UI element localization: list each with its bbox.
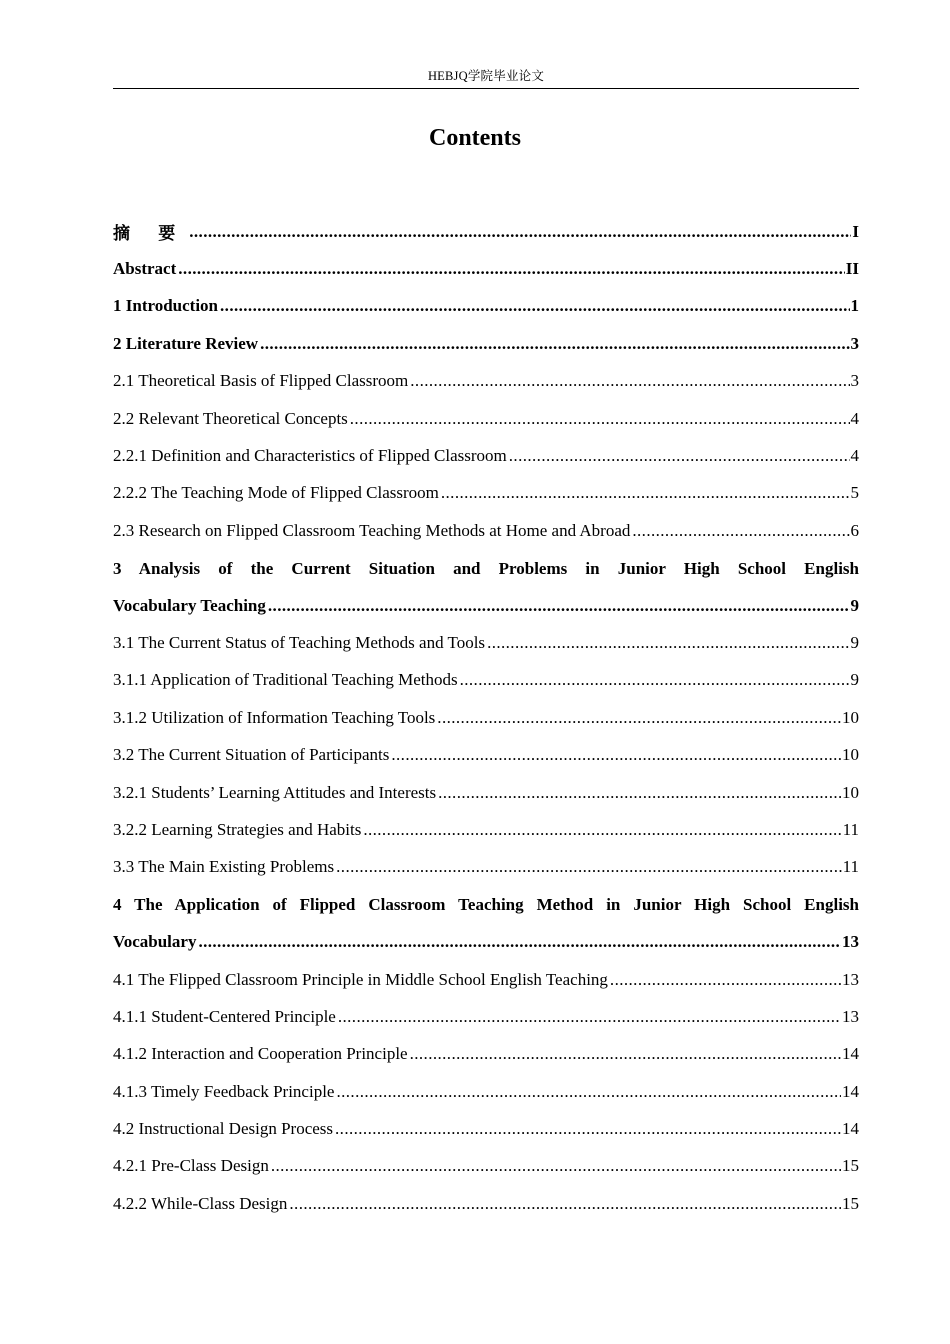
- toc-entry[interactable]: [113, 811, 859, 848]
- toc-entry-label: 3.1 The Current Status of Teaching Methods and Tools: [113, 632, 486, 652]
- toc-leader-dots: [437, 708, 841, 728]
- toc-entry-label: 4.1.2 Interaction and Cooperation Principle: [113, 1044, 408, 1064]
- toc-leader-dots: [336, 1082, 841, 1102]
- toc-entry[interactable]: [113, 1110, 859, 1147]
- running-header-title: HEBJQ学院毕业论文: [427, 69, 545, 83]
- toc-leader-dots: [441, 483, 850, 503]
- toc-entry[interactable]: [113, 1148, 859, 1185]
- toc-page-number: 14: [842, 1119, 859, 1139]
- toc-entry[interactable]: [113, 475, 859, 512]
- toc-page-number: 13: [842, 932, 859, 952]
- toc-entry-label: 2.2.2 The Teaching Mode of Flipped Classroom: [113, 483, 439, 503]
- toc-entry[interactable]: [113, 624, 859, 661]
- toc-entry-label: 摘 要: [113, 224, 188, 244]
- toc-page-number: 11: [842, 857, 859, 877]
- toc-page-number: 10: [842, 745, 859, 765]
- toc-entry[interactable]: [113, 1185, 859, 1222]
- toc-entry[interactable]: [113, 886, 859, 923]
- toc-entry[interactable]: [113, 363, 859, 400]
- toc-page-number: 9: [850, 670, 859, 690]
- toc-entry[interactable]: [113, 437, 859, 474]
- toc-leader-dots: [336, 857, 841, 877]
- toc-leader-dots: [271, 1156, 841, 1176]
- page-title: Contents: [428, 125, 521, 151]
- table-of-contents: [113, 213, 859, 1223]
- toc-entry-label: 4.2 Instructional Design Process: [113, 1119, 334, 1139]
- toc-entry-label: Abstract: [113, 259, 177, 279]
- toc-page-number: I: [852, 221, 859, 241]
- toc-leader-dots: [220, 296, 849, 316]
- toc-entry[interactable]: [113, 662, 859, 699]
- toc-entry[interactable]: [113, 699, 859, 736]
- toc-entry-label: 4.2.2 While-Class Design: [113, 1193, 288, 1213]
- toc-page-number: 15: [842, 1156, 859, 1176]
- toc-page-number: 10: [842, 707, 859, 727]
- toc-page-number: 4: [850, 446, 859, 466]
- toc-page-number: 1: [850, 296, 859, 316]
- toc-page-number: 9: [850, 595, 859, 615]
- toc-leader-dots: [338, 1007, 841, 1027]
- toc-entry-label: 3.1.1 Application of Traditional Teaching Methods: [113, 670, 458, 690]
- toc-page-number: 6: [850, 520, 859, 540]
- toc-page-number: 3: [850, 333, 859, 353]
- toc-leader-dots: [410, 1044, 841, 1064]
- toc-leader-dots: [509, 446, 850, 466]
- toc-leader-dots: [335, 1119, 841, 1139]
- toc-entry[interactable]: [113, 512, 859, 549]
- toc-entry-label: 3 Analysis of the Current Situation and Problems in Junior High School English: [113, 558, 859, 578]
- toc-page-number: 11: [842, 819, 859, 839]
- toc-entry-label: 4.1.1 Student-Centered Principle: [113, 1006, 336, 1026]
- toc-entry-label: 2.2.1 Definition and Characteristics of Flipped Classroom: [113, 446, 507, 466]
- toc-entry-label: Vocabulary Teaching: [113, 595, 266, 615]
- toc-page-number: 4: [850, 408, 859, 428]
- toc-page-number: 13: [842, 969, 859, 989]
- toc-entry[interactable]: [113, 325, 859, 362]
- running-header: [113, 66, 859, 89]
- toc-leader-dots: [350, 409, 850, 429]
- toc-leader-dots: [487, 633, 849, 653]
- toc-entry[interactable]: [113, 774, 859, 811]
- toc-entry-label: 3.2.1 Students’ Learning Attitudes and Interests: [113, 782, 437, 802]
- toc-entry-label: 2.2 Relevant Theoretical Concepts: [113, 408, 348, 428]
- toc-page-number: 10: [842, 782, 859, 802]
- toc-entry-label: 3.3 The Main Existing Problems: [113, 857, 335, 877]
- toc-entry[interactable]: [113, 288, 859, 325]
- toc-page-number: 5: [850, 483, 859, 503]
- toc-entry-label: 2.3 Research on Flipped Classroom Teaching Methods at Home and Abroad: [113, 520, 631, 540]
- toc-entry-label: 2 Literature Review: [113, 333, 259, 353]
- toc-entry-label: 4.1 The Flipped Classroom Principle in Middle School English Teaching: [113, 969, 608, 989]
- toc-leader-dots: [632, 521, 849, 541]
- toc-leader-dots: [289, 1194, 841, 1214]
- toc-entry[interactable]: [113, 213, 859, 250]
- toc-leader-dots: [391, 745, 841, 765]
- toc-leader-dots: [268, 596, 850, 616]
- toc-entry-label: 3.2 The Current Situation of Participants: [113, 745, 390, 765]
- toc-leader-dots: [460, 670, 850, 690]
- toc-page-number: II: [845, 259, 859, 279]
- toc-entry[interactable]: [113, 250, 859, 287]
- toc-leader-dots: [363, 820, 841, 840]
- toc-leader-dots: [189, 222, 851, 242]
- toc-page-number: 13: [842, 1006, 859, 1026]
- toc-entry[interactable]: [113, 1073, 859, 1110]
- toc-entry[interactable]: [113, 550, 859, 587]
- toc-leader-dots: [610, 970, 841, 990]
- toc-entry-label: 4.1.3 Timely Feedback Principle: [113, 1081, 335, 1101]
- toc-leader-dots: [410, 371, 849, 391]
- toc-leader-dots: [438, 783, 841, 803]
- toc-entry[interactable]: [113, 961, 859, 998]
- toc-entry-label: 2.1 Theoretical Basis of Flipped Classroom: [113, 371, 409, 391]
- toc-entry[interactable]: [113, 849, 859, 886]
- toc-entry-label: 4 The Application of Flipped Classroom Teaching Method in Junior High School English: [113, 895, 859, 915]
- toc-entry[interactable]: [113, 587, 859, 624]
- toc-entry[interactable]: [113, 998, 859, 1035]
- toc-entry-label: 3.2.2 Learning Strategies and Habits: [113, 819, 362, 839]
- toc-entry-label: Vocabulary: [113, 932, 197, 952]
- toc-entry-label: 3.1.2 Utilization of Information Teaching Tools: [113, 707, 436, 727]
- toc-leader-dots: [198, 932, 841, 952]
- toc-page-number: 15: [842, 1193, 859, 1213]
- toc-entry[interactable]: [113, 1036, 859, 1073]
- toc-entry[interactable]: [113, 400, 859, 437]
- toc-leader-dots: [260, 334, 849, 354]
- toc-page-number: 14: [842, 1081, 859, 1101]
- toc-leader-dots: [178, 259, 845, 279]
- toc-entry[interactable]: [113, 736, 859, 773]
- toc-page-number: 14: [842, 1044, 859, 1064]
- toc-page-number: 9: [850, 632, 859, 652]
- toc-entry[interactable]: [113, 923, 859, 960]
- toc-entry-label: 1 Introduction: [113, 296, 219, 316]
- toc-entry-label: 4.2.1 Pre-Class Design: [113, 1156, 269, 1176]
- toc-page-number: 3: [850, 371, 859, 391]
